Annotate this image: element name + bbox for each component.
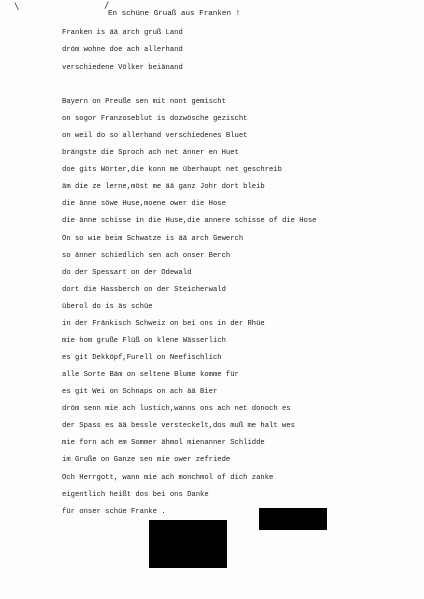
poem-title: En schüne Gruaß aus Franken ! xyxy=(108,10,241,18)
poem-line: alle Sorte Bäm on seltene Blume komme für xyxy=(62,371,239,379)
poem-line: in der Fränkisch Schweiz on bei ons in der Rhüe xyxy=(62,320,265,328)
poem-line: doe gits Wörter,die konn me überhaupt net geschreib xyxy=(62,166,282,174)
poem-line: die änne schisse in die Huse,die annere schisse of die Hose xyxy=(62,217,317,225)
poem-line: Franken is ää arch gruß Land xyxy=(62,29,183,37)
poem-line: mie forn ach em Sommer ähmol mienanner Schlidde xyxy=(62,439,265,447)
poem-line: Bayern on Preuße sen mit nont gemischt xyxy=(62,98,226,106)
poem-line: äm die ze lerne,möst me ää ganz Johr dort bleib xyxy=(62,183,265,191)
poem-line: der Spass es ää bessle versteckelt,dos muß me halt wes xyxy=(62,422,295,430)
poem-line: brängste die Sproch ach net änner en Huet xyxy=(62,149,239,157)
poem-line: eigentlich heißt dos bei ons Danke xyxy=(62,491,209,499)
poem-line: on weil do so allerhand verschiedenes Bluet xyxy=(62,132,248,140)
poem-line: im Gruße on Ganze sen mie ower zefriede xyxy=(62,456,231,464)
poem-line: On so wie beim Schwatze is ää arch Gewerch xyxy=(62,235,244,243)
poem-line: mie hom gruße Flüß on klene Wässerlich xyxy=(62,337,226,345)
redaction-block xyxy=(259,508,327,530)
poem-line: die änne söwe Huse,moene ower die Hose xyxy=(62,200,226,208)
poem-line: es git Wei on Schnaps on ach ää Bier xyxy=(62,388,218,396)
poem-line: on sogor Franzoseblut is dozwösche gezischt xyxy=(62,115,248,123)
poem-line: verschiedene Völker beiänand xyxy=(62,64,183,72)
poem-line: Och Herrgott, wann mie ach monchmol of dich zanke xyxy=(62,474,274,482)
redaction-block xyxy=(149,520,227,568)
poem-line: so änner schiedlich sen ach onser Berch xyxy=(62,252,231,260)
poem-line: überol do is äs schüe xyxy=(62,303,153,311)
poem-line: dort die Hassberch on der Steicherwald xyxy=(62,286,226,294)
poem-line: do der Spessart on der Odewald xyxy=(62,269,192,277)
poem-line: dröm wohne doe ach allerhand xyxy=(62,46,183,54)
poem-line: es git Dekköpf,Furell on Neefischlich xyxy=(62,354,222,362)
margin-mark: \ xyxy=(14,2,20,12)
margin-mark: / xyxy=(104,1,110,11)
poem-line: für onser schüe Franke . xyxy=(62,508,166,516)
poem-line: dröm senn mie ach lustich,wanns ons ach net donoch es xyxy=(62,405,291,413)
